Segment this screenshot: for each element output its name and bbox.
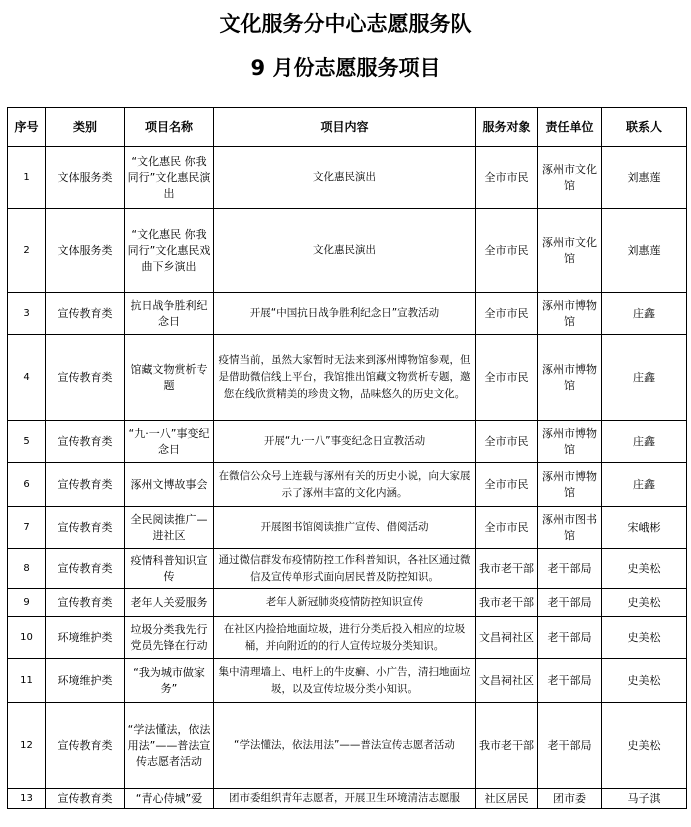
table-row	[8, 147, 687, 209]
cell-content: 团市委组织青年志愿者，开展卫生环境清洁志愿服	[214, 789, 476, 809]
page-title: 文化服务分中心志愿服务队	[219, 12, 472, 36]
header-category: 类别	[46, 108, 125, 147]
cell-content: 文化惠民演出	[214, 147, 476, 209]
cell-no: 13	[8, 789, 46, 809]
cell-unit: 涿州市博物馆	[538, 335, 602, 421]
table-row	[8, 293, 687, 335]
cell-name: 垃圾分类我先行党员先锋在行动	[125, 617, 214, 659]
cell-target: 我市老干部	[476, 549, 538, 589]
cell-content: 在微信公众号上连载与涿州有关的历史小说，向大家展示了涿州丰富的文化内涵。	[214, 463, 476, 507]
cell-unit: 老干部局	[538, 617, 602, 659]
cell-name: 馆藏文物赏析专题	[125, 335, 214, 421]
cell-name: “文化惠民 你我同行”文化惠民演出	[125, 147, 214, 209]
cell-contact: 史美松	[602, 589, 687, 617]
cell-unit: 涿州市博物馆	[538, 421, 602, 463]
cell-contact: 马子淇	[602, 789, 687, 809]
header-name: 项目名称	[125, 108, 214, 147]
cell-no: 8	[8, 549, 46, 589]
table-row	[8, 421, 687, 463]
cell-target: 文昌祠社区	[476, 659, 538, 703]
table-header-row	[8, 108, 687, 147]
header-unit: 责任单位	[538, 108, 602, 147]
cell-target: 全市市民	[476, 293, 538, 335]
cell-target: 我市老干部	[476, 589, 538, 617]
cell-contact: 刘惠莲	[602, 209, 687, 293]
cell-no: 7	[8, 507, 46, 549]
cell-unit: 老干部局	[538, 659, 602, 703]
cell-contact: 史美松	[602, 659, 687, 703]
cell-unit: 涿州市博物馆	[538, 463, 602, 507]
cell-no: 10	[8, 617, 46, 659]
cell-contact: 史美松	[602, 703, 687, 789]
table-row	[8, 589, 687, 617]
cell-name: 涿州文博故事会	[125, 463, 214, 507]
table-row	[8, 335, 687, 421]
cell-name: “文化惠民 你我同行”文化惠民戏曲下乡演出	[125, 209, 214, 293]
table-row	[8, 659, 687, 703]
cell-category: 宣传教育类	[46, 507, 125, 549]
cell-category: 宣传教育类	[46, 335, 125, 421]
cell-name: “九·一八”事变纪念日	[125, 421, 214, 463]
cell-target: 全市市民	[476, 507, 538, 549]
cell-target: 文昌祠社区	[476, 617, 538, 659]
cell-category: 宣传教育类	[46, 463, 125, 507]
cell-content: 开展“中国抗日战争胜利纪念日”宣教活动	[214, 293, 476, 335]
cell-category: 宣传教育类	[46, 589, 125, 617]
cell-content: 集中清理墙上、电杆上的牛皮癣、小广告，清扫地面垃圾，以及宣传垃圾分类小知识。	[214, 659, 476, 703]
cell-contact: 庄鑫	[602, 293, 687, 335]
cell-category: 宣传教育类	[46, 549, 125, 589]
header-contact: 联系人	[602, 108, 687, 147]
cell-no: 12	[8, 703, 46, 789]
cell-category: 宣传教育类	[46, 293, 125, 335]
cell-target: 全市市民	[476, 421, 538, 463]
cell-no: 4	[8, 335, 46, 421]
table-row	[8, 463, 687, 507]
cell-content: 老年人新冠肺炎疫情防控知识宣传	[214, 589, 476, 617]
cell-contact: 史美松	[602, 549, 687, 589]
cell-content: “学法懂法，依法用法”——普法宣传志愿者活动	[214, 703, 476, 789]
cell-unit: 涿州市文化馆	[538, 147, 602, 209]
cell-content: 疫情当前，虽然大家暂时无法来到涿州博物馆参观，但是借助微信线上平台，我馆推出馆藏文物赏析专题，邀您在线欣赏精美的珍贵文物，品味悠久的历史文化。	[214, 335, 476, 421]
cell-category: 环境维护类	[46, 659, 125, 703]
cell-category: 文体服务类	[46, 147, 125, 209]
cell-no: 3	[8, 293, 46, 335]
table-row	[8, 789, 687, 809]
cell-category: 宣传教育类	[46, 421, 125, 463]
cell-unit: 团市委	[538, 789, 602, 809]
cell-target: 全市市民	[476, 463, 538, 507]
cell-unit: 涿州市博物馆	[538, 293, 602, 335]
cell-name: “青心侍城”爱	[125, 789, 214, 809]
table-row	[8, 549, 687, 589]
cell-contact: 宋峨彬	[602, 507, 687, 549]
cell-no: 9	[8, 589, 46, 617]
cell-name: 全民阅读推广—进社区	[125, 507, 214, 549]
cell-no: 6	[8, 463, 46, 507]
cell-content: 通过微信群发布疫情防控工作科普知识，各社区通过微信及宣传单形式面向居民普及防控知识。	[214, 549, 476, 589]
cell-unit: 涿州市图书馆	[538, 507, 602, 549]
cell-content: 文化惠民演出	[214, 209, 476, 293]
cell-content: 在社区内捡拾地面垃圾，进行分类后投入相应的垃圾桶，并向附近的的行人宣传垃圾分类知识。	[214, 617, 476, 659]
cell-name: 抗日战争胜利纪念日	[125, 293, 214, 335]
header-content: 项目内容	[214, 108, 476, 147]
cell-target: 全市市民	[476, 147, 538, 209]
cell-contact: 庄鑫	[602, 463, 687, 507]
header-target: 服务对象	[476, 108, 538, 147]
cell-no: 1	[8, 147, 46, 209]
cell-category: 文体服务类	[46, 209, 125, 293]
cell-no: 11	[8, 659, 46, 703]
page-subtitle: 9 月份志愿服务项目	[250, 56, 441, 80]
cell-category: 宣传教育类	[46, 789, 125, 809]
cell-contact: 刘惠莲	[602, 147, 687, 209]
cell-unit: 老干部局	[538, 589, 602, 617]
cell-contact: 史美松	[602, 617, 687, 659]
header-no: 序号	[8, 108, 46, 147]
cell-category: 环境维护类	[46, 617, 125, 659]
table-row	[8, 617, 687, 659]
cell-content: 开展图书馆阅读推广宣传、借阅活动	[214, 507, 476, 549]
cell-unit: 涿州市文化馆	[538, 209, 602, 293]
cell-contact: 庄鑫	[602, 335, 687, 421]
cell-target: 我市老干部	[476, 703, 538, 789]
cell-name: “学法懂法，依法用法”——普法宣传志愿者活动	[125, 703, 214, 789]
cell-category: 宣传教育类	[46, 703, 125, 789]
table-row	[8, 507, 687, 549]
cell-target: 社区居民	[476, 789, 538, 809]
cell-name: 老年人关爱服务	[125, 589, 214, 617]
table-row	[8, 209, 687, 293]
cell-no: 5	[8, 421, 46, 463]
cell-target: 全市市民	[476, 335, 538, 421]
cell-contact: 庄鑫	[602, 421, 687, 463]
cell-name: “我为城市做家务”	[125, 659, 214, 703]
table-row	[8, 703, 687, 789]
cell-name: 疫情科普知识宣传	[125, 549, 214, 589]
cell-content: 开展“九·一八”事变纪念日宣教活动	[214, 421, 476, 463]
volunteer-projects-table	[7, 107, 687, 809]
cell-unit: 老干部局	[538, 703, 602, 789]
cell-no: 2	[8, 209, 46, 293]
cell-unit: 老干部局	[538, 549, 602, 589]
cell-target: 全市市民	[476, 209, 538, 293]
